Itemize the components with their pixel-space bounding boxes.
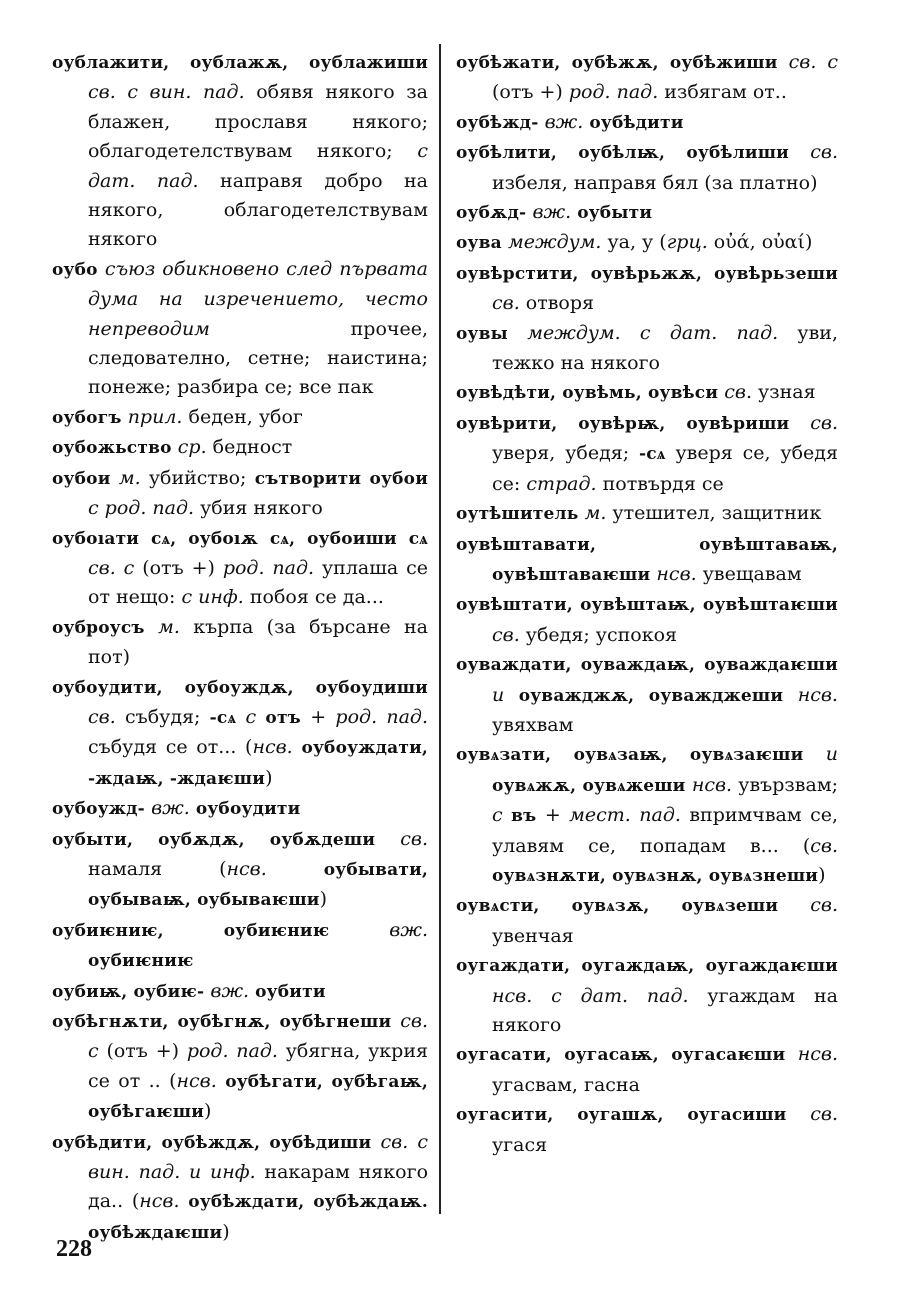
definition-text: увързвам; [732, 773, 839, 796]
headword: оубѣжати, оубѣжѫ, оубѣжиши [456, 53, 789, 73]
definition-text: отворя [519, 292, 595, 315]
grammar-label: ср. [177, 436, 207, 459]
headword: оувы [456, 323, 528, 344]
headword: оувѧзати, оувѧзаѭ, оувѧзаѥши [456, 745, 826, 766]
headword: оублажити, оублажѫ, оублажиши [52, 53, 428, 73]
headword: -сѧ [209, 707, 246, 728]
grammar-label: вж. [210, 979, 250, 1002]
dictionary-entry [456, 108, 838, 138]
grammar-label: св. с вин. пад. [88, 81, 245, 104]
dictionary-entry [456, 740, 838, 891]
column-divider [439, 44, 441, 1214]
definition-text: ) [204, 1100, 212, 1123]
grammar-label: св. [810, 1103, 838, 1126]
dictionary-entry [456, 650, 838, 740]
definition-text: ) [319, 888, 328, 911]
headword: оугасити, оугашѫ, оугасиши [456, 1105, 811, 1126]
dictionary-entry [456, 590, 838, 650]
headword: оувѣштавати, оувѣштаваѭ, оувѣштаваѥши [456, 534, 838, 585]
dictionary-entry [52, 48, 428, 255]
headword: оубѣдити [589, 112, 684, 133]
dictionary-entry [52, 524, 428, 613]
definition-text [504, 684, 518, 706]
grammar-label: с дат. пад. [88, 140, 428, 192]
definition-text: уплаша се от нещо: [88, 556, 428, 609]
definition-text: събудя; [115, 705, 210, 728]
definition-text: + [310, 705, 336, 728]
definition-text: бедност [206, 436, 293, 459]
right-column [456, 48, 838, 1160]
headword: оува [456, 233, 508, 254]
grammar-label: междум. [507, 231, 602, 254]
definition-text: угася [492, 1133, 548, 1156]
definition-text: + [544, 804, 570, 827]
grammar-label: род. пад. [222, 556, 315, 579]
definition-text: беден, убог [182, 405, 303, 428]
dictionary-entry [456, 891, 838, 951]
definition-text: направя добро на някого, облагодетелствувам някого [88, 169, 428, 251]
grammar-label: нсв. [176, 1069, 217, 1092]
headword: оубоудити, оубоуждѫ, оубоудиши [52, 677, 428, 698]
definition-text [180, 1190, 189, 1212]
definition-text: οὐά, οὐαί) [707, 231, 813, 254]
grammar-label: св. с вин. пад. и инф. [88, 1130, 429, 1184]
dictionary-entry [52, 255, 428, 403]
dictionary-entry [52, 1007, 428, 1128]
definition-text: утешител, защитник [606, 502, 822, 525]
definition-text: увенчая [492, 924, 574, 947]
grammar-label: и [825, 743, 838, 766]
dictionary-entry [52, 977, 428, 1007]
dictionary-entry [52, 794, 428, 824]
grammar-label: св. [88, 705, 116, 728]
grammar-label: съюз обикновено след първата дума на изречението, често непреводим [88, 257, 428, 340]
grammar-label: с инф. [181, 586, 244, 609]
headword: оубѣлити, оубѣлѭ, оубѣлиши [456, 143, 811, 164]
headword: оубѣдити, оубѣждѫ, оубѣдиши [52, 1132, 381, 1153]
grammar-label: св. [492, 623, 520, 646]
definition-text: кърпа (за бърсане на пот) [88, 615, 428, 669]
grammar-label: св. с [88, 556, 135, 579]
headword: оугасати, оугасаѭ, оугасаѥши [456, 1045, 798, 1066]
grammar-label: с [245, 705, 266, 728]
grammar-label: св. [492, 292, 520, 315]
grammar-label: с род. пад. [88, 497, 195, 520]
definition-text: увещавам [696, 562, 802, 585]
grammar-label: м. [118, 466, 141, 489]
definition-text: угасвам, гасна [492, 1073, 640, 1096]
definition-text: потвърдя се [596, 472, 724, 495]
headword: оувѣштати, оувѣштаѭ, оувѣштаѥши [456, 595, 838, 616]
grammar-label: и [492, 683, 505, 706]
grammar-label: нсв. с дат. пад. [492, 984, 689, 1007]
definition-text: убедя; успокоя [519, 623, 678, 646]
headword: оубоıати сѧ, оубоıѫ сѧ, оубоиши сѧ [52, 528, 428, 549]
dictionary-entry [456, 378, 838, 408]
grammar-label: прил. [127, 405, 183, 428]
headword: оувѧзнѫти, оувѧзнѫ, оувѧзнеши [492, 865, 819, 886]
page-number: 228 [56, 1236, 92, 1262]
headword: оубѣгати, оубѣгаѭ, оубѣгаѥши [88, 1071, 428, 1123]
headword: оубоудити [195, 799, 301, 820]
headword: оубѣжд- [456, 112, 545, 133]
grammar-label: нсв. [252, 736, 293, 759]
dictionary-entry [456, 409, 838, 499]
definition-text: намаля ( [88, 857, 227, 880]
grammar-label: св. [724, 381, 752, 404]
headword: оутѣшитель [456, 504, 585, 525]
definition-text: убийство; [140, 466, 255, 489]
dictionary-entry [52, 613, 428, 673]
headword: оувѧжѫ, оувѧжеши [492, 775, 692, 796]
grammar-label: м. [584, 502, 607, 525]
headword: отъ [265, 707, 311, 728]
definition-text: прочее, следователно, сетне; наистина; понеже; разбира се; все пак [88, 317, 428, 399]
definition-text: (отъ +) [134, 556, 223, 579]
headword: оубѣгнѫти, оубѣгнѫ, оубѣгнеши [52, 1012, 401, 1032]
dictionary-entry [52, 673, 428, 795]
headword: оувѣрстити, оувѣрьжѫ, оувѣрьзеши [456, 263, 838, 284]
definition-text: избеля, направя бял (за платно) [492, 171, 818, 194]
grammar-label: нсв. [656, 562, 697, 585]
definition-text: ) [265, 766, 273, 789]
grammar-label: род. пад. [568, 81, 659, 104]
grammar-label: вж. [544, 110, 584, 133]
headword: -сѧ [639, 444, 666, 465]
definition-text: събудя се от... ( [88, 736, 253, 759]
headword: оубити [255, 981, 326, 1002]
grammar-label: грц. [666, 231, 708, 254]
dictionary-entry [456, 1100, 838, 1160]
grammar-label: св. [400, 827, 428, 850]
grammar-label: нсв. [797, 1043, 838, 1066]
grammar-label: св. [810, 894, 838, 917]
dictionary-entry [52, 464, 428, 524]
dictionary-entry [456, 319, 838, 379]
headword: оубоуждати, -ждаѭ, -ждаѥши [88, 738, 428, 789]
grammar-label: нсв. [226, 857, 267, 880]
headword: оубиѥниѥ, оубиѥниѥ [52, 920, 390, 941]
headword: оубѫд- [456, 203, 533, 224]
definition-text: (отъ +) [492, 81, 569, 104]
headword: въ [511, 806, 545, 827]
grammar-label: с [492, 804, 512, 827]
definition-text: уа, у ( [601, 231, 667, 254]
grammar-label: род. пад. [335, 705, 428, 728]
dictionary-entry [456, 228, 838, 258]
headword: оуброусъ [52, 617, 159, 638]
definition-text: ) [222, 1220, 230, 1243]
definition-text: увяхвам [492, 713, 574, 736]
definition-text: побоя се да... [243, 586, 384, 609]
definition-text: уверя, убедя; [492, 442, 640, 465]
dictionary-entry [456, 259, 838, 319]
headword: оубыти [577, 203, 653, 224]
definition-text [217, 1070, 225, 1092]
grammar-label: междум. с дат. пад. [527, 321, 779, 344]
definition-text [267, 858, 324, 880]
grammar-label: св. с [88, 1010, 428, 1063]
dictionary-entry [456, 48, 838, 108]
definition-text: убия някого [194, 497, 323, 520]
definition-text: убягна, укрия се от .. ( [88, 1040, 428, 1092]
definition-text: узная [752, 381, 816, 404]
grammar-label: св. [810, 141, 838, 164]
dictionary-entry [52, 825, 428, 916]
definition-text: обявя някого за блажен, прославя някого; облагодетелствувам някого; [88, 81, 428, 163]
headword: оуваждати, оуваждаѭ, оуваждаѥши [456, 655, 838, 676]
grammar-label: св. [810, 834, 838, 857]
definition-text: впримчвам се, улавям се, попадам в... ( [492, 804, 839, 857]
definition-text: ) [818, 863, 826, 886]
headword: оубиѥниѥ [88, 951, 194, 972]
grammar-label: страд. [526, 472, 597, 495]
grammar-label: вж. [532, 201, 572, 224]
headword: сътворити оубои [254, 468, 429, 489]
grammar-label: вж. [389, 918, 428, 941]
grammar-label: вж. [151, 797, 190, 820]
headword: оувѣдѣти, оувѣмь, оувѣси [456, 383, 725, 404]
headword: оубожьство [52, 438, 178, 459]
headword: оубыти, оубѫдѫ, оубѫдеши [52, 829, 401, 850]
headword: оугаждати, оугаждаѭ, оугаждаѥши [456, 956, 838, 977]
grammar-label: нсв. [139, 1190, 180, 1213]
grammar-label: м. [158, 615, 180, 638]
headword: оубои [52, 468, 119, 489]
dictionary-entry [456, 138, 838, 198]
dictionary-entry [456, 1040, 838, 1100]
dictionary-entry [52, 1128, 428, 1249]
grammar-label: род. пад. [186, 1040, 278, 1063]
grammar-label: св. с [788, 51, 839, 73]
headword: оуважджѫ, оуважджеши [518, 685, 798, 706]
grammar-label: мест. пад. [569, 804, 681, 827]
headword: оубо [52, 259, 105, 280]
headword: оувѣрити, оувѣрѭ, оувѣриши [456, 413, 811, 434]
left-column [52, 48, 428, 1248]
headword: оувѧсти, оувѧзѫ, оувѧзеши [456, 896, 811, 917]
definition-text: (отъ +) [98, 1040, 187, 1063]
definition-text: избягам от.. [658, 81, 787, 104]
headword: оубѣждати, оубѣждаѭ. оубѣждаѥши [88, 1192, 428, 1243]
headword: оубывати, оубываѭ, оубываѥши [88, 859, 428, 911]
definition-text: уверя се, убедя се: [492, 442, 838, 495]
grammar-label: св. [810, 411, 838, 434]
dictionary-entry [52, 403, 428, 433]
dictionary-entry [456, 530, 838, 591]
dictionary-entry [456, 951, 838, 1040]
dictionary-entry [52, 433, 428, 463]
headword: оубогъ [52, 407, 128, 428]
grammar-label: нсв. [797, 683, 838, 706]
dictionary-entry [456, 499, 838, 529]
dictionary-entry [456, 198, 838, 228]
definition-text: накарам някого да.. ( [88, 1161, 429, 1213]
headword: оубоужд- [52, 799, 152, 820]
grammar-label: нсв. [691, 773, 733, 796]
definition-text: угаждам на някого [492, 984, 838, 1036]
dictionary-entry [52, 916, 428, 977]
definition-text: уви, тежко на някого [492, 321, 838, 375]
headword: оубиѭ, оубиѥ- [52, 981, 211, 1002]
